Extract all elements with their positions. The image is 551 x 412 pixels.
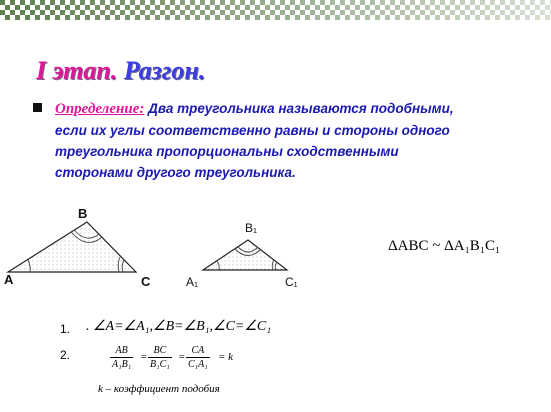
checker-cell <box>375 5 380 10</box>
checker-cell <box>400 0 405 5</box>
checker-cell <box>390 0 395 5</box>
checker-cell <box>40 10 45 15</box>
checker-cell <box>470 0 475 5</box>
checker-cell <box>380 10 385 15</box>
checker-cell <box>405 15 410 20</box>
checker-cell <box>20 0 25 5</box>
checker-cell <box>190 0 195 5</box>
checker-cell <box>395 5 400 10</box>
checker-cell <box>365 5 370 10</box>
checker-cell <box>0 0 5 5</box>
checker-cell <box>340 0 345 5</box>
triangles-diagram <box>0 200 360 295</box>
checker-cell <box>55 15 60 20</box>
checker-cell <box>320 0 325 5</box>
checker-cell <box>370 0 375 5</box>
checker-cell <box>105 5 110 10</box>
checker-cell <box>15 5 20 10</box>
vertex-label-b1: B₁ <box>245 221 258 235</box>
checker-cell <box>125 15 130 20</box>
checker-cell <box>510 0 515 5</box>
checker-cell <box>230 10 235 15</box>
checker-cell <box>185 5 190 10</box>
checker-cell <box>120 0 125 5</box>
checker-cell <box>330 10 335 15</box>
checker-cell <box>290 10 295 15</box>
checker-cell <box>195 15 200 20</box>
title-stage: I этап. <box>36 56 118 85</box>
checker-cell <box>545 5 550 10</box>
definition-label: Определение: <box>55 101 145 117</box>
checker-cell <box>465 15 470 20</box>
checker-cell <box>540 10 545 15</box>
checker-cell <box>355 5 360 10</box>
checker-cell <box>270 10 275 15</box>
checker-cell <box>350 0 355 5</box>
checker-cell <box>255 15 260 20</box>
checker-cell <box>520 0 525 5</box>
checker-cell <box>525 5 530 10</box>
checker-cell <box>180 10 185 15</box>
checker-cell <box>45 15 50 20</box>
checker-cell <box>20 10 25 15</box>
checker-cell <box>300 0 305 5</box>
checker-cell <box>265 15 270 20</box>
checker-cell <box>100 0 105 5</box>
checker-cell <box>360 0 365 5</box>
checker-cell <box>280 10 285 15</box>
checker-cell <box>435 15 440 20</box>
checker-cell <box>75 15 80 20</box>
checker-cell <box>280 0 285 5</box>
checker-cell <box>140 10 145 15</box>
checker-cell <box>490 10 495 15</box>
checker-cell <box>440 0 445 5</box>
checker-cell <box>500 0 505 5</box>
checker-cell <box>150 0 155 5</box>
checker-cell <box>325 5 330 10</box>
checker-cell <box>170 0 175 5</box>
checker-cell <box>480 0 485 5</box>
checker-cell <box>85 15 90 20</box>
checker-cell <box>450 10 455 15</box>
checker-cell <box>425 5 430 10</box>
checker-cell <box>370 10 375 15</box>
checker-cell <box>355 15 360 20</box>
ratio-bc-numerator: BC <box>148 344 172 358</box>
similarity-conditions <box>60 318 360 378</box>
checker-cell <box>290 0 295 5</box>
checker-cell <box>250 10 255 15</box>
checker-cell <box>535 5 540 10</box>
checker-cell <box>35 15 40 20</box>
checker-cell <box>220 10 225 15</box>
checker-cell <box>90 10 95 15</box>
checker-cell <box>545 15 550 20</box>
checker-cell <box>175 5 180 10</box>
checker-cell <box>215 15 220 20</box>
checker-cell <box>260 0 265 5</box>
checker-cell <box>345 5 350 10</box>
checker-cell <box>420 0 425 5</box>
checker-cell <box>380 0 385 5</box>
checker-cell <box>225 5 230 10</box>
checker-cell <box>330 0 335 5</box>
checker-cell <box>515 5 520 10</box>
checker-cell <box>65 15 70 20</box>
checker-cell <box>530 0 535 5</box>
checker-cell <box>30 0 35 5</box>
checker-cell <box>225 15 230 20</box>
checker-cell <box>205 15 210 20</box>
checker-cell <box>455 5 460 10</box>
checker-cell <box>485 5 490 10</box>
checker-cell <box>5 5 10 10</box>
checker-cell <box>160 0 165 5</box>
checker-cell <box>110 10 115 15</box>
checker-cell <box>210 0 215 5</box>
checker-cell <box>475 15 480 20</box>
checker-cell <box>105 15 110 20</box>
angles-equal-formula: . ∠A=∠A₁,∠B=∠B₁,∠C=∠C₁ <box>86 319 272 334</box>
checker-cell <box>510 10 515 15</box>
checker-cell <box>250 0 255 5</box>
checker-cell <box>155 15 160 20</box>
checker-cell <box>505 15 510 20</box>
checker-cell <box>95 15 100 20</box>
checker-cell <box>440 10 445 15</box>
checker-cell <box>505 5 510 10</box>
checker-cell <box>535 15 540 20</box>
ratio-ca <box>186 344 210 371</box>
checker-cell <box>405 5 410 10</box>
checker-cell <box>395 15 400 20</box>
checker-cell <box>515 15 520 20</box>
checker-cell <box>215 5 220 10</box>
checker-cell <box>0 10 5 15</box>
checker-cell <box>135 15 140 20</box>
condition-number-1: 1. <box>60 322 71 336</box>
checker-cell <box>10 10 15 15</box>
checker-cell <box>360 10 365 15</box>
checker-cell <box>275 15 280 20</box>
vertex-label-c: C <box>141 274 151 289</box>
checker-cell <box>30 10 35 15</box>
checker-cell <box>165 15 170 20</box>
checker-cell <box>425 15 430 20</box>
checker-cell <box>315 15 320 20</box>
checker-cell <box>500 10 505 15</box>
checker-cell <box>100 10 105 15</box>
checker-cell <box>295 5 300 10</box>
bullet-square-icon <box>33 103 42 112</box>
checker-cell <box>90 0 95 5</box>
definition-line-1: Два треугольника называются подобными, <box>148 101 454 116</box>
checker-cell <box>235 15 240 20</box>
vertex-label-a: A <box>4 272 14 287</box>
checker-cell <box>420 10 425 15</box>
checker-cell <box>530 10 535 15</box>
checker-cell <box>430 10 435 15</box>
checker-cell <box>310 10 315 15</box>
checker-cell <box>345 15 350 20</box>
checker-cell <box>240 10 245 15</box>
definition-text <box>55 98 525 183</box>
checker-cell <box>125 5 130 10</box>
checker-cell <box>410 10 415 15</box>
ratio-bc-denominator: B₁C₁ <box>150 359 170 370</box>
checker-cell <box>305 15 310 20</box>
ratio-ab-denominator: A₁B₁ <box>112 359 132 370</box>
ratio-bc <box>148 344 172 371</box>
checker-cell <box>235 5 240 10</box>
checker-cell <box>115 15 120 20</box>
equals-k: = k <box>218 351 234 363</box>
checker-cell <box>400 10 405 15</box>
checker-cell <box>70 10 75 15</box>
checker-cell <box>415 15 420 20</box>
equals-sign-2: = <box>178 351 186 363</box>
checker-cell <box>85 5 90 10</box>
checker-cell <box>80 0 85 5</box>
definition-line-4: сторонами другого треугольника. <box>55 165 296 180</box>
checker-cell <box>520 10 525 15</box>
checker-cell <box>310 0 315 5</box>
checker-cell <box>65 5 70 10</box>
checker-cell <box>165 5 170 10</box>
checker-cell <box>45 5 50 10</box>
vertex-label-c1: C₁ <box>285 275 298 289</box>
checker-cell <box>480 10 485 15</box>
checker-cell <box>460 10 465 15</box>
checker-cell <box>465 5 470 10</box>
checker-cell <box>260 10 265 15</box>
condition-number-2: 2. <box>60 348 71 362</box>
checker-cell <box>115 5 120 10</box>
checker-cell <box>160 10 165 15</box>
definition-line-2: если их углы соответственно равны и стороны одного <box>55 123 450 138</box>
checker-cell <box>390 10 395 15</box>
ratio-ca-denominator: C₁A₁ <box>188 359 208 370</box>
ratio-ab <box>110 344 133 371</box>
checker-cell <box>25 5 30 10</box>
checker-cell <box>155 5 160 10</box>
checker-cell <box>145 5 150 10</box>
checker-cell <box>35 5 40 10</box>
checker-cell <box>460 0 465 5</box>
similarity-statement: ΔABC ~ ΔA₁B₁C₁ <box>388 238 501 254</box>
checker-cell <box>120 10 125 15</box>
checker-cell <box>315 5 320 10</box>
checker-cell <box>240 0 245 5</box>
checker-cell <box>485 15 490 20</box>
checker-cell <box>475 5 480 10</box>
checker-cell <box>210 10 215 15</box>
checker-cell <box>265 5 270 10</box>
checker-cell <box>75 5 80 10</box>
checker-cell <box>325 15 330 20</box>
triangle-abc <box>8 222 136 272</box>
checker-cell <box>255 5 260 10</box>
checker-cell <box>245 5 250 10</box>
checker-cell <box>80 10 85 15</box>
vertex-label-a1: A₁ <box>186 275 199 289</box>
checker-cell <box>540 0 545 5</box>
checker-cell <box>350 10 355 15</box>
checker-cell <box>365 15 370 20</box>
checker-cell <box>110 0 115 5</box>
checker-cell <box>205 5 210 10</box>
checker-cell <box>50 0 55 5</box>
checker-cell <box>295 15 300 20</box>
checker-cell <box>340 10 345 15</box>
checker-cell <box>15 15 20 20</box>
checker-cell <box>285 15 290 20</box>
definition-line-3: треугольника пропорциональны сходственными <box>55 144 399 159</box>
ratio-ab-numerator: AB <box>110 344 133 358</box>
checker-cell <box>320 10 325 15</box>
checker-cell <box>385 5 390 10</box>
title-topic: Разгон. <box>123 56 206 85</box>
checker-cell <box>300 10 305 15</box>
checker-cell <box>305 5 310 10</box>
checker-cell <box>435 5 440 10</box>
checker-cell <box>415 5 420 10</box>
checker-cell <box>335 15 340 20</box>
checker-cell <box>430 0 435 5</box>
checker-cell <box>525 15 530 20</box>
checker-cell <box>200 0 205 5</box>
checker-cell <box>40 0 45 5</box>
checker-cell <box>455 15 460 20</box>
checker-cell <box>60 0 65 5</box>
checker-cell <box>60 10 65 15</box>
checker-cell <box>195 5 200 10</box>
checker-cell <box>445 5 450 10</box>
checker-cell <box>25 15 30 20</box>
checker-cell <box>270 0 275 5</box>
checker-cell <box>275 5 280 10</box>
checker-cell <box>445 15 450 20</box>
checker-cell <box>385 15 390 20</box>
checker-cell <box>490 0 495 5</box>
checker-cell <box>150 10 155 15</box>
equals-sign-1: = <box>140 351 148 363</box>
checker-cell <box>470 10 475 15</box>
checker-cell <box>185 15 190 20</box>
checker-cell <box>230 0 235 5</box>
checker-cell <box>170 10 175 15</box>
checker-cell <box>245 15 250 20</box>
checker-cell <box>495 5 500 10</box>
checker-cell <box>55 5 60 10</box>
checker-cell <box>175 15 180 20</box>
ratio-ca-numerator: CA <box>186 344 210 358</box>
checker-cell <box>335 5 340 10</box>
checker-cell <box>130 10 135 15</box>
checker-cell <box>200 10 205 15</box>
slide-title <box>36 56 205 86</box>
checker-cell <box>50 10 55 15</box>
checker-cell <box>190 10 195 15</box>
checker-cell <box>145 15 150 20</box>
checker-cell <box>495 15 500 20</box>
checker-cell <box>375 15 380 20</box>
checker-cell <box>70 0 75 5</box>
checker-cell <box>5 15 10 20</box>
checker-cell <box>140 0 145 5</box>
coefficient-note: k – коэффициент подобия <box>98 383 220 395</box>
checker-cell <box>10 0 15 5</box>
checker-cell <box>450 0 455 5</box>
vertex-label-b: B <box>78 206 88 221</box>
checker-cell <box>220 0 225 5</box>
checker-cell <box>95 5 100 10</box>
header-checker-pattern <box>0 0 551 20</box>
checker-cell <box>180 0 185 5</box>
checker-cell <box>410 0 415 5</box>
checker-cell <box>135 5 140 10</box>
checker-cell <box>285 5 290 10</box>
checker-cell <box>130 0 135 5</box>
